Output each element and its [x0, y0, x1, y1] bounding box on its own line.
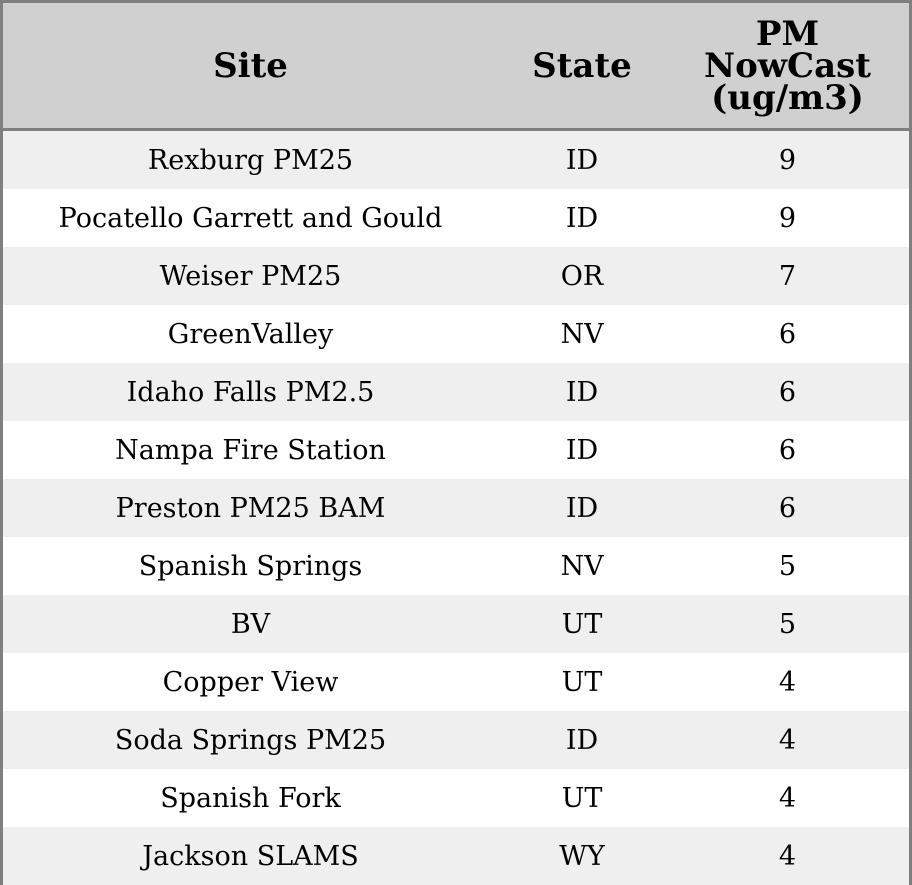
- site-cell: Rexburg PM25: [3, 130, 498, 190]
- state-cell: ID: [498, 711, 666, 769]
- site-cell: Soda Springs PM25: [3, 711, 498, 769]
- column-header-site: Site: [3, 3, 498, 130]
- pm-nowcast-cell: 6: [666, 363, 909, 421]
- site-cell: Pocatello Garrett and Gould: [3, 189, 498, 247]
- table-row: [3, 305, 909, 363]
- state-cell: NV: [498, 537, 666, 595]
- column-header-state: State: [498, 3, 666, 130]
- table-row: [3, 653, 909, 711]
- pm-nowcast-cell: 4: [666, 827, 909, 885]
- table-row: [3, 247, 909, 305]
- pm-nowcast-cell: 4: [666, 711, 909, 769]
- site-cell: Nampa Fire Station: [3, 421, 498, 479]
- table-row: [3, 769, 909, 827]
- site-cell: Copper View: [3, 653, 498, 711]
- pm-nowcast-cell: 5: [666, 595, 909, 653]
- state-cell: ID: [498, 479, 666, 537]
- table-row: [3, 421, 909, 479]
- pm-nowcast-cell: 6: [666, 421, 909, 479]
- site-cell: Spanish Springs: [3, 537, 498, 595]
- site-cell: Idaho Falls PM2.5: [3, 363, 498, 421]
- table-body: [3, 130, 909, 885]
- table-row: [3, 537, 909, 595]
- table-row: [3, 189, 909, 247]
- pm-nowcast-table: [3, 3, 909, 885]
- state-cell: UT: [498, 769, 666, 827]
- state-cell: ID: [498, 363, 666, 421]
- pm-nowcast-cell: 5: [666, 537, 909, 595]
- site-cell: Jackson SLAMS: [3, 827, 498, 885]
- state-cell: ID: [498, 421, 666, 479]
- state-cell: ID: [498, 189, 666, 247]
- pm-nowcast-cell: 6: [666, 479, 909, 537]
- site-cell: BV: [3, 595, 498, 653]
- table-row: [3, 479, 909, 537]
- site-cell: GreenValley: [3, 305, 498, 363]
- state-cell: OR: [498, 247, 666, 305]
- table-row: [3, 827, 909, 885]
- table-row: [3, 711, 909, 769]
- site-cell: Weiser PM25: [3, 247, 498, 305]
- state-cell: WY: [498, 827, 666, 885]
- table-row: [3, 363, 909, 421]
- pm-nowcast-cell: 9: [666, 130, 909, 190]
- pm-nowcast-cell: 6: [666, 305, 909, 363]
- state-cell: ID: [498, 130, 666, 190]
- pm-nowcast-cell: 9: [666, 189, 909, 247]
- state-cell: NV: [498, 305, 666, 363]
- column-header-pm-nowcast: PM NowCast (ug/m3): [666, 3, 909, 130]
- pm-nowcast-cell: 7: [666, 247, 909, 305]
- table-header: [3, 3, 909, 130]
- state-cell: UT: [498, 595, 666, 653]
- pm-nowcast-cell: 4: [666, 653, 909, 711]
- pm-nowcast-cell: 4: [666, 769, 909, 827]
- table-row: [3, 595, 909, 653]
- header-row: [3, 3, 909, 130]
- state-cell: UT: [498, 653, 666, 711]
- table-row: [3, 130, 909, 190]
- site-cell: Preston PM25 BAM: [3, 479, 498, 537]
- site-cell: Spanish Fork: [3, 769, 498, 827]
